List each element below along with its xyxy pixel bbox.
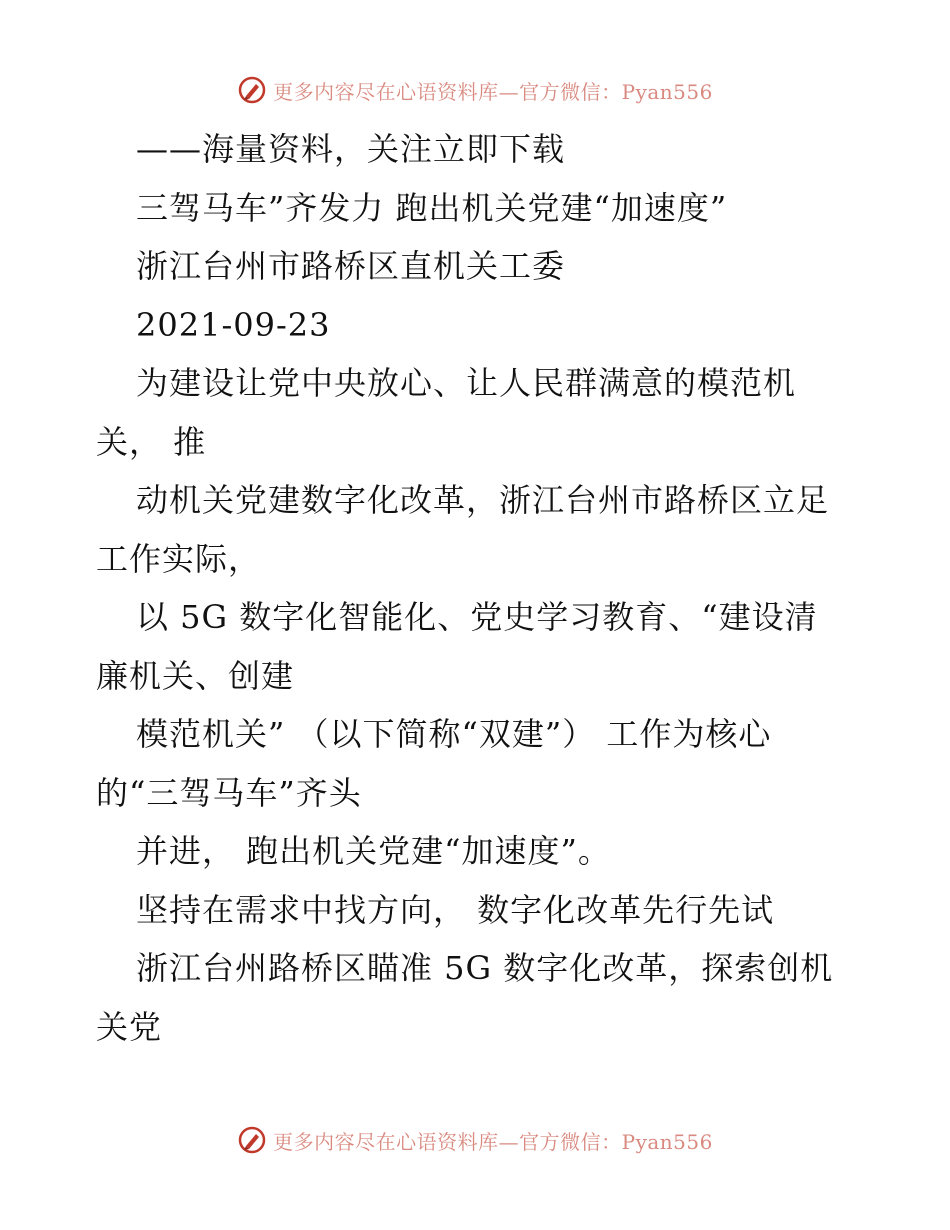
text-line: 工作实际， bbox=[96, 539, 262, 578]
text-line: 动机关党建数字化改革，浙江台州市路桥区立足 bbox=[136, 481, 830, 519]
footer-watermark-banner bbox=[0, 1122, 950, 1158]
text-line: 的“三驾马车”齐头 bbox=[96, 773, 362, 812]
text-line: 以 5G 数字化智能化、党史学习教育、“建设清 bbox=[136, 598, 818, 636]
header-watermark-banner bbox=[0, 72, 950, 108]
text-line: 浙江台州路桥区瞄准 5G 数字化改革，探索创机 bbox=[136, 949, 834, 987]
text-line: ——海量资料，关注立即下载 bbox=[136, 130, 566, 168]
text-line: 坚持在需求中找方向， 数字化改革先行先试 bbox=[136, 890, 775, 929]
text-line: 三驾马车”齐发力 跑出机关党建“加速度” bbox=[136, 188, 728, 227]
text-line: 为建设让党中央放心、让人民群满意的模范机 bbox=[136, 364, 797, 402]
pen-logo-icon bbox=[237, 1125, 267, 1155]
text-line: 并进， 跑出机关党建“加速度”。 bbox=[136, 832, 611, 870]
footer-watermark-text: 更多内容尽在心语资料库—官方微信：Pyan556 bbox=[273, 1129, 713, 1154]
text-line: 关党 bbox=[96, 1007, 163, 1046]
pen-logo-icon bbox=[237, 75, 267, 105]
text-line: 浙江台州市路桥区直机关工委 bbox=[136, 247, 566, 285]
text-line: 模范机关” （以下简称“双建”） 工作为核心 bbox=[136, 715, 772, 753]
text-line: 廉机关、创建 bbox=[96, 656, 295, 695]
document-body bbox=[96, 120, 886, 1056]
header-watermark-text: 更多内容尽在心语资料库—官方微信：Pyan556 bbox=[273, 79, 713, 104]
text-line: 关， 推 bbox=[96, 422, 207, 461]
text-line: 2021-09-23 bbox=[136, 305, 331, 344]
